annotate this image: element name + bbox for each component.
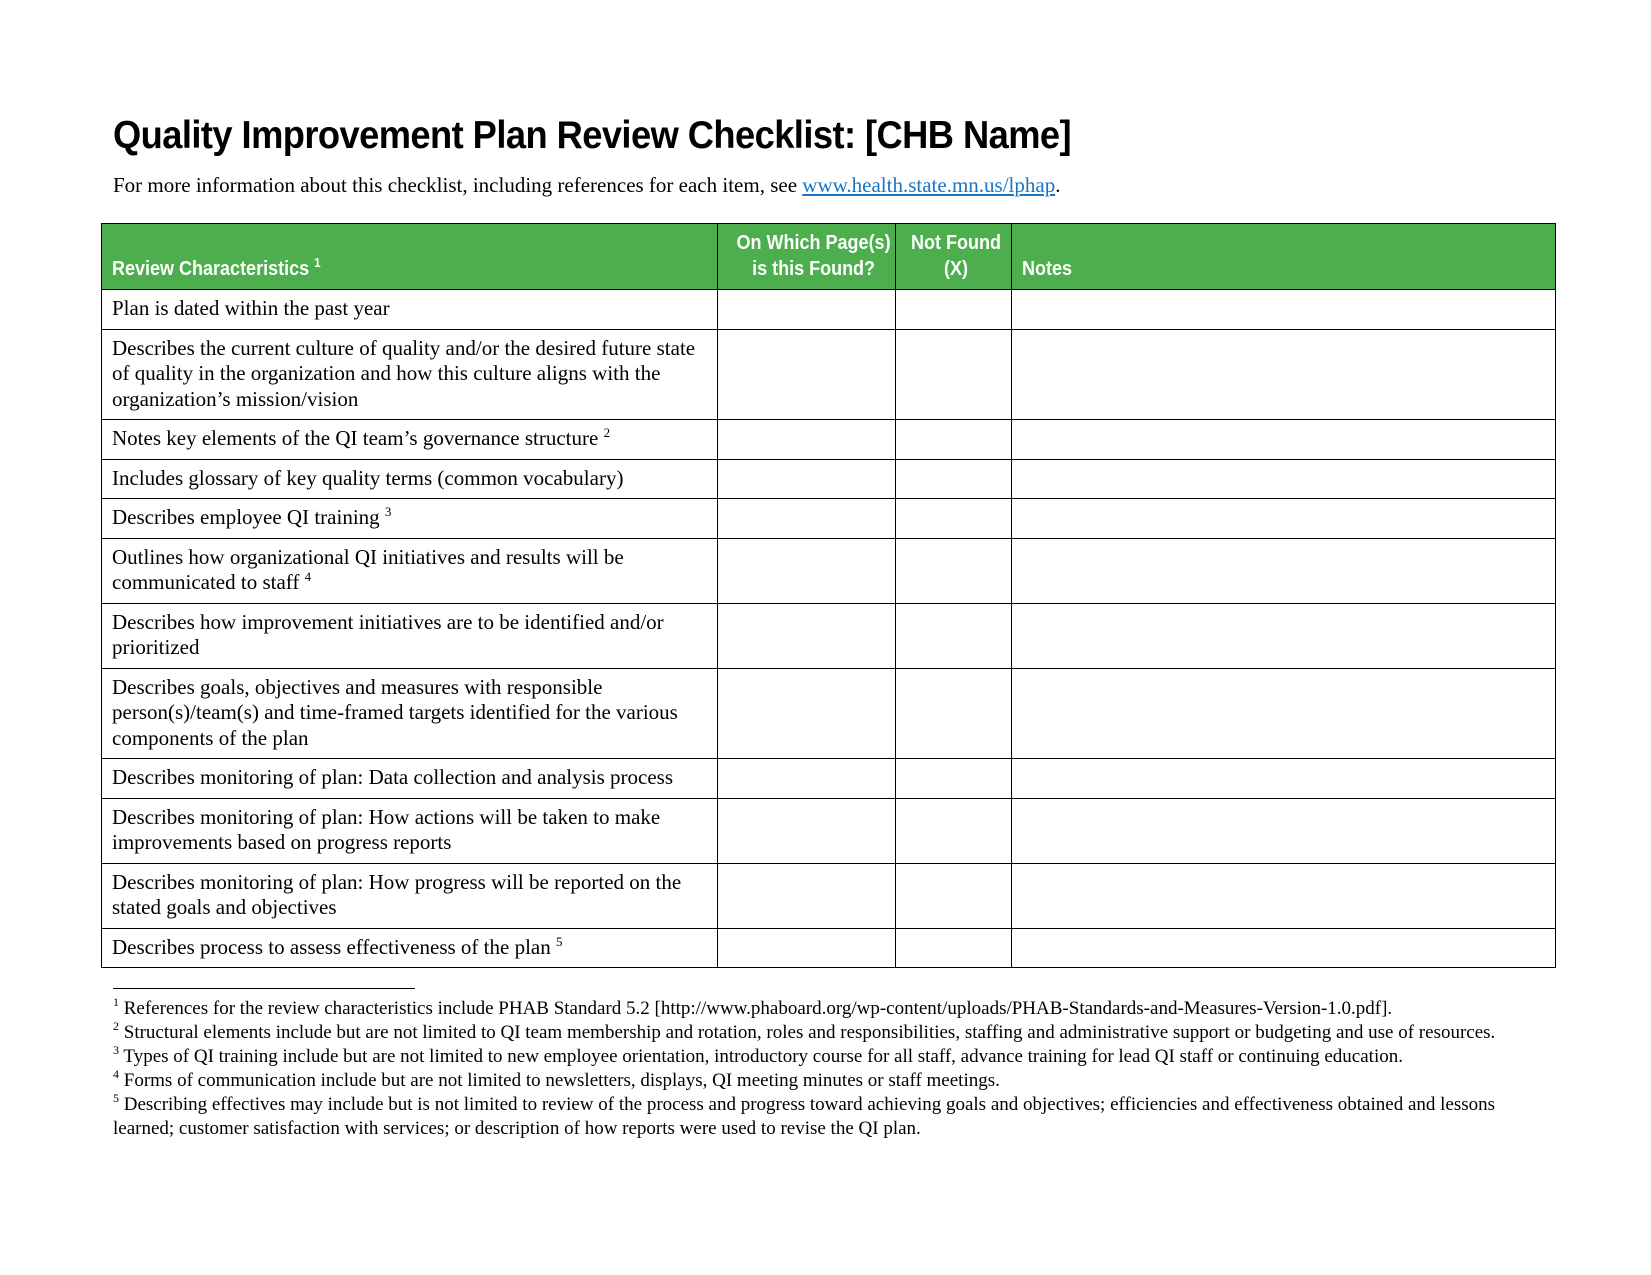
intro-text: For more information about this checklist, including references for each item, see — [113, 173, 803, 197]
review-characteristic-cell — [102, 459, 718, 499]
review-characteristic-cell — [102, 928, 718, 968]
not-found-cell[interactable] — [896, 290, 1012, 330]
notes-cell[interactable] — [1012, 759, 1556, 799]
not-found-cell[interactable] — [896, 459, 1012, 499]
review-characteristic-text: Describes employee QI training — [112, 505, 380, 529]
intro-end: . — [1055, 173, 1061, 197]
footnote-item — [113, 997, 1553, 1021]
not-found-cell[interactable] — [896, 420, 1012, 460]
review-characteristic-text: Describes how improvement initiatives are to be identified and/or prioritized — [112, 609, 664, 659]
table-row — [102, 459, 1556, 499]
footnote-text: Forms of communication include but are not limited to newsletters, displays, QI meeting minutes or staff meetings. — [123, 1070, 1000, 1091]
not-found-cell[interactable] — [896, 928, 1012, 968]
footnote-number: 2 — [113, 1019, 119, 1033]
footnote-separator — [113, 988, 415, 989]
footnote-reference: 3 — [384, 504, 392, 519]
review-characteristic-cell — [102, 499, 718, 539]
review-characteristic-cell — [102, 329, 718, 420]
notes-cell[interactable] — [1012, 603, 1556, 668]
page-found-cell[interactable] — [718, 759, 896, 799]
page-found-cell[interactable] — [718, 863, 896, 928]
not-found-cell[interactable] — [896, 759, 1012, 799]
review-characteristic-cell — [102, 538, 718, 603]
page-found-cell[interactable] — [718, 798, 896, 863]
checklist-body — [102, 290, 1556, 968]
table-row — [102, 928, 1556, 968]
page-found-cell[interactable] — [718, 499, 896, 539]
review-characteristic-cell — [102, 798, 718, 863]
table-row — [102, 759, 1556, 799]
page-found-cell[interactable] — [718, 290, 896, 330]
not-found-cell[interactable] — [896, 863, 1012, 928]
footnote-number: 3 — [113, 1043, 119, 1057]
footnote-reference: 2 — [603, 425, 611, 440]
header-page-found: On Which Page(s) is this Found? — [718, 224, 896, 290]
review-checklist-table — [101, 223, 1556, 968]
header-review-characteristics: Review Characteristics $^1$ — [102, 224, 718, 290]
table-row — [102, 798, 1556, 863]
table-header-row — [102, 224, 1556, 290]
review-characteristic-cell — [102, 759, 718, 799]
review-characteristic-text: Describes monitoring of plan: How actions will be taken to make improvements based on progress reports — [112, 804, 661, 854]
footnote-reference: 4 — [304, 569, 312, 584]
table-row — [102, 863, 1556, 928]
footnote-item — [113, 1069, 1553, 1093]
table-row — [102, 668, 1556, 759]
table-row — [102, 420, 1556, 460]
not-found-cell[interactable] — [896, 603, 1012, 668]
notes-cell[interactable] — [1012, 459, 1556, 499]
footnote-number: 5 — [113, 1091, 119, 1105]
footnote-item — [113, 1093, 1553, 1141]
not-found-cell[interactable] — [896, 329, 1012, 420]
notes-cell[interactable] — [1012, 798, 1556, 863]
lphap-link[interactable]: www.health.state.mn.us/lphap — [802, 173, 1056, 197]
page-found-cell[interactable] — [718, 668, 896, 759]
notes-cell[interactable] — [1012, 668, 1556, 759]
intro-paragraph — [113, 172, 1060, 198]
notes-cell[interactable] — [1012, 928, 1556, 968]
page-found-cell[interactable] — [718, 329, 896, 420]
table-row — [102, 538, 1556, 603]
footnote-reference: 5 — [555, 933, 563, 949]
review-characteristic-text: Includes glossary of key quality terms (common vocabulary) — [112, 465, 624, 490]
table-row — [102, 499, 1556, 539]
not-found-cell[interactable] — [896, 668, 1012, 759]
footnote-item — [113, 1021, 1553, 1045]
page-found-cell[interactable] — [718, 538, 896, 603]
footnote-number: 1 — [113, 995, 119, 1009]
review-characteristic-cell — [102, 668, 718, 759]
page-found-cell[interactable] — [718, 928, 896, 968]
footnote-text: Describing effectives may include but is not limited to review of the process and progress toward achieving goals and objectives; efficiencies and effectiveness obtained and lessons learned; customer satisfaction with services; or description of how reports were used to revise the QI plan. — [113, 1094, 1496, 1139]
notes-cell[interactable] — [1012, 329, 1556, 420]
page-title: Quality Improvement Plan Review Checklist: [CHB Name] — [113, 114, 1072, 157]
table-row — [102, 603, 1556, 668]
footnote-text: Structural elements include but are not limited to QI team membership and rotation, roles and responsibilities, staffing and administrative support or budgeting and use of resources. — [123, 1022, 1496, 1043]
notes-cell[interactable] — [1012, 499, 1556, 539]
footnote-list — [113, 997, 1553, 1141]
review-characteristic-text: Notes key elements of the QI team’s governance structure — [112, 426, 599, 450]
review-characteristic-cell — [102, 603, 718, 668]
review-characteristic-cell — [102, 863, 718, 928]
not-found-cell[interactable] — [896, 499, 1012, 539]
review-characteristic-text: Describes goals, objectives and measures with responsible person(s)/team(s) and time-framed targets identified for the various components of the plan — [112, 674, 678, 750]
review-characteristic-text: Describes process to assess effectiveness of the plan — [112, 934, 551, 959]
header-not-found: Not Found (X) — [896, 224, 1012, 290]
not-found-cell[interactable] — [896, 538, 1012, 603]
review-characteristic-text: Outlines how organizational QI initiatives and results will be communicated to staff — [112, 544, 624, 594]
page-found-cell[interactable] — [718, 459, 896, 499]
footnote-text: References for the review characteristics include PHAB Standard 5.2 [http://www.phaboard.org/wp-content/uploads/PHAB-Standards-and-Measures-Version-1.0.pdf]. — [123, 998, 1393, 1019]
review-characteristic-cell — [102, 420, 718, 460]
review-characteristic-cell — [102, 290, 718, 330]
notes-cell[interactable] — [1012, 538, 1556, 603]
not-found-cell[interactable] — [896, 798, 1012, 863]
table-row — [102, 329, 1556, 420]
notes-cell[interactable] — [1012, 863, 1556, 928]
notes-cell[interactable] — [1012, 290, 1556, 330]
footnote-text: Types of QI training include but are not limited to new employee orientation, introductory course for all staff, advance training for lead QI staff or continuing education. — [123, 1046, 1403, 1067]
notes-cell[interactable] — [1012, 420, 1556, 460]
footnote-number: 4 — [113, 1067, 119, 1081]
page-found-cell[interactable] — [718, 420, 896, 460]
review-characteristic-text: Describes monitoring of plan: How progress will be reported on the stated goals and objectives — [112, 869, 682, 919]
footnote-item — [113, 1045, 1553, 1069]
table-row — [102, 290, 1556, 330]
review-characteristic-text: Describes monitoring of plan: Data collection and analysis process — [112, 765, 674, 789]
review-characteristic-text: Plan is dated within the past year — [112, 296, 390, 320]
review-characteristic-text: Describes the current culture of quality and/or the desired future state of quality in the organization and how this culture aligns with the organization’s mission/vision — [112, 335, 696, 411]
page-found-cell[interactable] — [718, 603, 896, 668]
header-notes: Notes — [1012, 224, 1556, 290]
